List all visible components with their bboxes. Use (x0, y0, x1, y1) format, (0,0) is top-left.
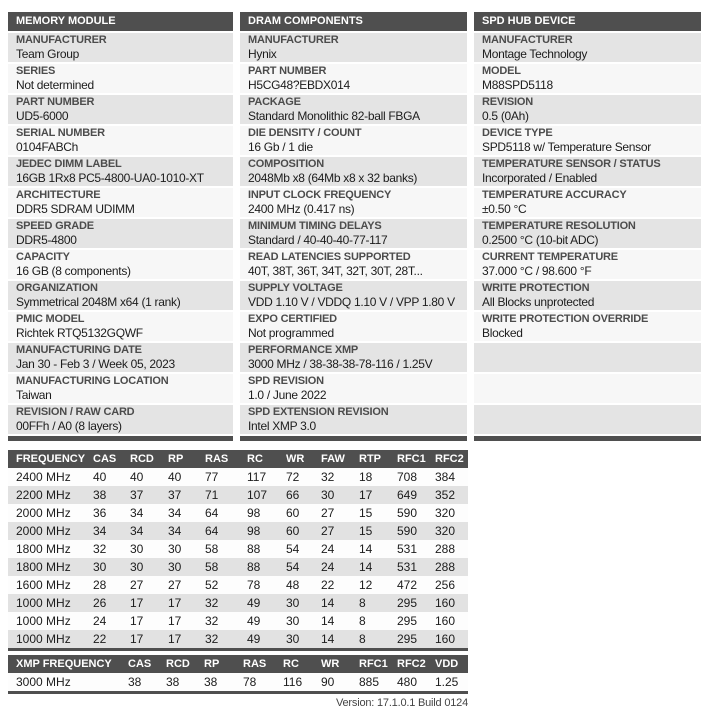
timing-cell: 160 (435, 596, 456, 610)
timing-cell: 38 (204, 675, 218, 689)
timing-cell: 54 (286, 542, 300, 556)
frequency-cell: 1600 MHz (16, 578, 71, 592)
column-header: CAS (93, 453, 117, 465)
timing-cell: 885 (359, 675, 380, 689)
field-value: 0.5 (0Ah) (482, 109, 529, 123)
timing-cell: 32 (205, 614, 219, 628)
table-row (8, 594, 468, 612)
field-label: EXPO CERTIFIED (248, 313, 337, 325)
table-row (8, 486, 468, 504)
timing-cell: 49 (247, 632, 261, 646)
field-value: 0104FABCh (16, 140, 79, 154)
field-label: WRITE PROTECTION OVERRIDE (482, 313, 649, 325)
frequency-cell: 2000 MHz (16, 506, 71, 520)
field-label: SERIAL NUMBER (16, 127, 105, 139)
timing-cell: 1.25 (435, 675, 459, 689)
timing-cell: 14 (321, 632, 335, 646)
section-header-spd-hub-device: SPD HUB DEVICE (474, 12, 701, 31)
timing-cell: 352 (435, 488, 456, 502)
timing-cell: 32 (205, 632, 219, 646)
timing-cell: 90 (321, 675, 335, 689)
frequency-timings-table (8, 450, 468, 651)
field-row-spd-hub-device (474, 250, 701, 279)
timing-cell: 77 (205, 470, 219, 484)
field-row-dram-components (240, 64, 467, 93)
section-header-dram-components: DRAM COMPONENTS (240, 12, 467, 31)
timing-cell: 98 (247, 506, 261, 520)
field-label: PART NUMBER (248, 65, 327, 77)
timing-cell: 64 (205, 524, 219, 538)
column-header: RP (204, 658, 220, 670)
field-row-memory-module (8, 157, 233, 186)
timing-cell: 480 (397, 675, 418, 689)
field-label: DIE DENSITY / COUNT (248, 127, 362, 139)
timing-cell: 8 (359, 632, 366, 646)
frequency-cell: 1000 MHz (16, 614, 71, 628)
field-label: JEDEC DIMM LABEL (16, 158, 122, 170)
field-row-memory-module (8, 281, 233, 310)
table-row (8, 673, 468, 691)
table-row (8, 630, 468, 648)
field-row-memory-module (8, 126, 233, 155)
timing-cell: 708 (397, 470, 418, 484)
timing-cell: 24 (321, 542, 335, 556)
timing-cell: 14 (321, 614, 335, 628)
timing-cell: 26 (93, 596, 107, 610)
field-value: 16GB 1Rx8 PC5-4800-UA0-1010-XT (16, 171, 204, 185)
field-label: PERFORMANCE XMP (248, 344, 359, 356)
timing-cell: 295 (397, 596, 418, 610)
field-label: ARCHITECTURE (16, 189, 101, 201)
field-row-spd-hub-device (474, 312, 701, 341)
field-row-memory-module (8, 374, 233, 403)
field-value: Taiwan (16, 388, 52, 402)
timing-cell: 30 (321, 488, 335, 502)
timing-cell: 34 (93, 524, 107, 538)
timing-cell: 30 (286, 596, 300, 610)
field-label: TEMPERATURE ACCURACY (482, 189, 627, 201)
field-label: SERIES (16, 65, 56, 77)
timing-cell: 30 (168, 542, 182, 556)
frequency-cell: 1800 MHz (16, 542, 71, 556)
field-label: MANUFACTURER (16, 34, 107, 46)
timing-cell: 17 (168, 596, 182, 610)
frequency-cell: 2200 MHz (16, 488, 71, 502)
timing-cell: 30 (130, 560, 144, 574)
timing-cell: 40 (130, 470, 144, 484)
field-row-empty (474, 343, 701, 372)
timing-cell: 40 (168, 470, 182, 484)
section-header-memory-module: MEMORY MODULE (8, 12, 233, 31)
module-info-columns (8, 12, 706, 441)
timing-cell: 54 (286, 560, 300, 574)
timing-cell: 38 (166, 675, 180, 689)
timing-cell: 88 (247, 542, 261, 556)
field-value: Not programmed (248, 326, 334, 340)
column-header: CAS (128, 658, 152, 670)
timing-cell: 27 (321, 524, 335, 538)
field-value: SPD5118 w/ Temperature Sensor (482, 140, 651, 154)
timing-cell: 17 (130, 596, 144, 610)
field-row-spd-hub-device (474, 64, 701, 93)
timing-cell: 66 (286, 488, 300, 502)
field-value: 0.2500 °C (10-bit ADC) (482, 233, 599, 247)
timing-cell: 14 (359, 542, 373, 556)
timing-cell: 28 (93, 578, 107, 592)
field-label: MANUFACTURING LOCATION (16, 375, 169, 387)
timing-cell: 36 (93, 506, 107, 520)
field-value: 16 Gb / 1 die (248, 140, 313, 154)
field-row-memory-module (8, 250, 233, 279)
field-value: Team Group (16, 47, 80, 61)
timing-cell: 34 (130, 506, 144, 520)
timing-cell: 15 (359, 524, 373, 538)
column-header: FAW (321, 453, 345, 465)
field-value: 2400 MHz (0.417 ns) (248, 202, 355, 216)
timing-cell: 288 (435, 560, 456, 574)
field-value: 1.0 / June 2022 (248, 388, 327, 402)
table-row (8, 612, 468, 630)
field-value: VDD 1.10 V / VDDQ 1.10 V / VPP 1.80 V (248, 295, 455, 309)
field-row-spd-hub-device (474, 188, 701, 217)
section-bottom-bar (240, 436, 467, 441)
timing-cell: 27 (168, 578, 182, 592)
field-value: 3000 MHz / 38-38-38-78-116 / 1.25V (248, 357, 433, 371)
field-row-memory-module (8, 64, 233, 93)
field-label: TEMPERATURE SENSOR / STATUS (482, 158, 661, 170)
timing-cell: 58 (205, 560, 219, 574)
section-fields-spd-hub-device (474, 33, 701, 434)
field-value: DDR5 SDRAM UDIMM (16, 202, 135, 216)
column-header: RTP (359, 453, 381, 465)
table-row (8, 558, 468, 576)
section-bottom-bar (8, 436, 233, 441)
field-label: ORGANIZATION (16, 282, 98, 294)
frequency-cell: 1800 MHz (16, 560, 71, 574)
timing-cell: 320 (435, 506, 456, 520)
timing-cell: 24 (93, 614, 107, 628)
field-row-spd-hub-device (474, 219, 701, 248)
timing-cell: 17 (130, 614, 144, 628)
column-header: RCD (166, 658, 190, 670)
timing-cell: 58 (205, 542, 219, 556)
field-value: Blocked (482, 326, 523, 340)
xmp-profile-table (8, 655, 468, 694)
timing-cell: 48 (286, 578, 300, 592)
timing-cell: 256 (435, 578, 456, 592)
field-row-memory-module (8, 343, 233, 372)
xmp_table-body (8, 673, 468, 691)
timing-cell: 15 (359, 506, 373, 520)
field-value: All Blocks unprotected (482, 295, 595, 309)
column-header: WR (321, 658, 340, 670)
frequency-cell: 2000 MHz (16, 524, 71, 538)
field-row-dram-components (240, 219, 467, 248)
field-row-dram-components (240, 405, 467, 434)
field-row-memory-module (8, 405, 233, 434)
field-row-dram-components (240, 188, 467, 217)
field-row-dram-components (240, 157, 467, 186)
timing-cell: 32 (93, 542, 107, 556)
column-header: RFC1 (397, 453, 426, 465)
column-header: RCD (130, 453, 154, 465)
field-row-empty (474, 405, 701, 434)
column-header: RAS (243, 658, 267, 670)
timing-cell: 160 (435, 614, 456, 628)
column-header: RC (283, 658, 299, 670)
field-label: TEMPERATURE RESOLUTION (482, 220, 636, 232)
table-row (8, 522, 468, 540)
frequency-cell: 1000 MHz (16, 596, 71, 610)
field-label: CAPACITY (16, 251, 70, 263)
field-row-spd-hub-device (474, 126, 701, 155)
field-row-memory-module (8, 219, 233, 248)
timing-cell: 64 (205, 506, 219, 520)
section-spd-hub-device (474, 12, 701, 441)
column-header: RFC1 (359, 658, 388, 670)
field-row-dram-components (240, 281, 467, 310)
field-label: SUPPLY VOLTAGE (248, 282, 343, 294)
timing-cell: 40 (93, 470, 107, 484)
timing-cell: 34 (130, 524, 144, 538)
timing-cell: 37 (168, 488, 182, 502)
field-value: 37.000 °C / 98.600 °F (482, 264, 592, 278)
timing-cell: 27 (130, 578, 144, 592)
field-value: Intel XMP 3.0 (248, 419, 316, 433)
field-value: Not determined (16, 78, 94, 92)
field-value: UD5-6000 (16, 109, 69, 123)
field-label: COMPOSITION (248, 158, 325, 170)
field-value: 16 GB (8 components) (16, 264, 131, 278)
field-label: MINIMUM TIMING DELAYS (248, 220, 382, 232)
timing-cell: 71 (205, 488, 219, 502)
table-row (8, 576, 468, 594)
field-row-memory-module (8, 95, 233, 124)
field-label: PMIC MODEL (16, 313, 85, 325)
frequency_table-header-row (8, 450, 468, 468)
field-label: SPD EXTENSION REVISION (248, 406, 389, 418)
timing-cell: 8 (359, 596, 366, 610)
timing-cell: 22 (321, 578, 335, 592)
timing-cell: 117 (247, 470, 267, 484)
field-row-dram-components (240, 343, 467, 372)
field-value: Montage Technology (482, 47, 588, 61)
timing-cell: 18 (359, 470, 373, 484)
timing-cell: 14 (359, 560, 373, 574)
timing-cell: 531 (397, 542, 418, 556)
xmp_table-bottom-bar (8, 691, 468, 694)
field-value: Symmetrical 2048M x64 (1 rank) (16, 295, 181, 309)
timing-cell: 472 (397, 578, 418, 592)
field-label: MANUFACTURING DATE (16, 344, 142, 356)
column-header: FREQUENCY (16, 453, 86, 465)
section-dram-components (240, 12, 467, 441)
timing-cell: 38 (128, 675, 142, 689)
field-row-dram-components (240, 250, 467, 279)
frequency-cell: 3000 MHz (16, 675, 71, 689)
field-row-spd-hub-device (474, 95, 701, 124)
field-label: WRITE PROTECTION (482, 282, 590, 294)
field-value: M88SPD5118 (482, 78, 553, 92)
column-header: RFC2 (397, 658, 426, 670)
xmp_table-header-row (8, 655, 468, 673)
field-row-memory-module (8, 33, 233, 62)
timing-cell: 12 (359, 578, 373, 592)
timing-cell: 17 (130, 632, 144, 646)
field-row-spd-hub-device (474, 281, 701, 310)
section-fields-dram-components (240, 33, 467, 434)
timing-cell: 590 (397, 524, 418, 538)
timing-cell: 32 (321, 470, 335, 484)
field-value: 40T, 38T, 36T, 34T, 32T, 30T, 28T... (248, 264, 423, 278)
field-value: DDR5-4800 (16, 233, 77, 247)
timing-cell: 49 (247, 596, 261, 610)
timing-cell: 30 (286, 614, 300, 628)
field-value: Jan 30 - Feb 3 / Week 05, 2023 (16, 357, 175, 371)
field-label: SPD REVISION (248, 375, 324, 387)
timing-cell: 60 (286, 506, 300, 520)
table-row (8, 468, 468, 486)
timing-cell: 17 (168, 632, 182, 646)
timing-cell: 30 (93, 560, 107, 574)
field-row-dram-components (240, 33, 467, 62)
timing-cell: 72 (286, 470, 300, 484)
field-label: INPUT CLOCK FREQUENCY (248, 189, 392, 201)
field-label: SPEED GRADE (16, 220, 94, 232)
frequency-cell: 1000 MHz (16, 632, 71, 646)
field-row-empty (474, 374, 701, 403)
field-row-dram-components (240, 126, 467, 155)
timing-cell: 78 (243, 675, 257, 689)
column-header: VDD (435, 658, 459, 670)
field-row-dram-components (240, 312, 467, 341)
version-label: Version: 17.1.0.1 Build 0124 (335, 697, 468, 709)
timing-cell: 27 (321, 506, 335, 520)
column-header: WR (286, 453, 305, 465)
field-row-spd-hub-device (474, 157, 701, 186)
field-value: Richtek RTQ5132GQWF (16, 326, 143, 340)
timing-cell: 107 (247, 488, 268, 502)
frequency_table-body (8, 468, 468, 648)
timing-cell: 88 (247, 560, 261, 574)
field-label: REVISION / RAW CARD (16, 406, 135, 418)
timing-cell: 30 (168, 560, 182, 574)
timing-cell: 649 (397, 488, 418, 502)
field-label: PACKAGE (248, 96, 301, 108)
field-label: MANUFACTURER (482, 34, 573, 46)
field-row-memory-module (8, 188, 233, 217)
frequency_table-bottom-bar (8, 648, 468, 651)
field-label: READ LATENCIES SUPPORTED (248, 251, 411, 263)
section-memory-module (8, 12, 233, 441)
timing-cell: 22 (93, 632, 107, 646)
timing-cell: 49 (247, 614, 261, 628)
field-value: Hynix (248, 47, 277, 61)
field-value: H5CG48?EBDX014 (248, 78, 350, 92)
section-fields-memory-module (8, 33, 233, 434)
timing-cell: 30 (286, 632, 300, 646)
timing-cell: 52 (205, 578, 219, 592)
timing-cell: 38 (93, 488, 107, 502)
timing-cell: 98 (247, 524, 261, 538)
timing-cell: 590 (397, 506, 418, 520)
timing-cell: 37 (130, 488, 144, 502)
field-value: 2048Mb x8 (64Mb x8 x 32 banks) (248, 171, 418, 185)
field-value: Incorporated / Enabled (482, 171, 597, 185)
field-row-dram-components (240, 374, 467, 403)
timing-cell: 531 (397, 560, 418, 574)
field-row-memory-module (8, 312, 233, 341)
field-value: Standard Monolithic 82-ball FBGA (248, 109, 420, 123)
field-label: REVISION (482, 96, 533, 108)
column-header: RC (247, 453, 263, 465)
timing-cell: 60 (286, 524, 300, 538)
table-row (8, 540, 468, 558)
frequency-cell: 2400 MHz (16, 470, 71, 484)
timing-cell: 17 (359, 488, 373, 502)
field-label: MANUFACTURER (248, 34, 339, 46)
timing-cell: 384 (435, 470, 456, 484)
field-label: DEVICE TYPE (482, 127, 553, 139)
field-value: ±0.50 °C (482, 202, 527, 216)
column-header: RAS (205, 453, 229, 465)
timing-cell: 34 (168, 506, 182, 520)
timing-cell: 295 (397, 614, 418, 628)
field-label: CURRENT TEMPERATURE (482, 251, 618, 263)
section-bottom-bar (474, 436, 701, 441)
timing-cell: 78 (247, 578, 261, 592)
column-header: RP (168, 453, 184, 465)
column-header: XMP FREQUENCY (16, 658, 112, 670)
timing-cell: 160 (435, 632, 456, 646)
timing-cell: 116 (283, 675, 303, 689)
timing-cell: 8 (359, 614, 366, 628)
field-label: MODEL (482, 65, 521, 77)
field-row-spd-hub-device (474, 33, 701, 62)
timing-cell: 320 (435, 524, 456, 538)
timing-cell: 288 (435, 542, 456, 556)
timing-cell: 14 (321, 596, 335, 610)
field-label: PART NUMBER (16, 96, 95, 108)
table-row (8, 504, 468, 522)
timing-cell: 295 (397, 632, 418, 646)
column-header: RFC2 (435, 453, 464, 465)
timing-cell: 34 (168, 524, 182, 538)
field-row-dram-components (240, 95, 467, 124)
timing-cell: 30 (130, 542, 144, 556)
field-value: 00FFh / A0 (8 layers) (16, 419, 122, 433)
timing-cell: 24 (321, 560, 335, 574)
timing-cell: 32 (205, 596, 219, 610)
field-value: Standard / 40-40-40-77-117 (248, 233, 388, 247)
timing-cell: 17 (168, 614, 182, 628)
